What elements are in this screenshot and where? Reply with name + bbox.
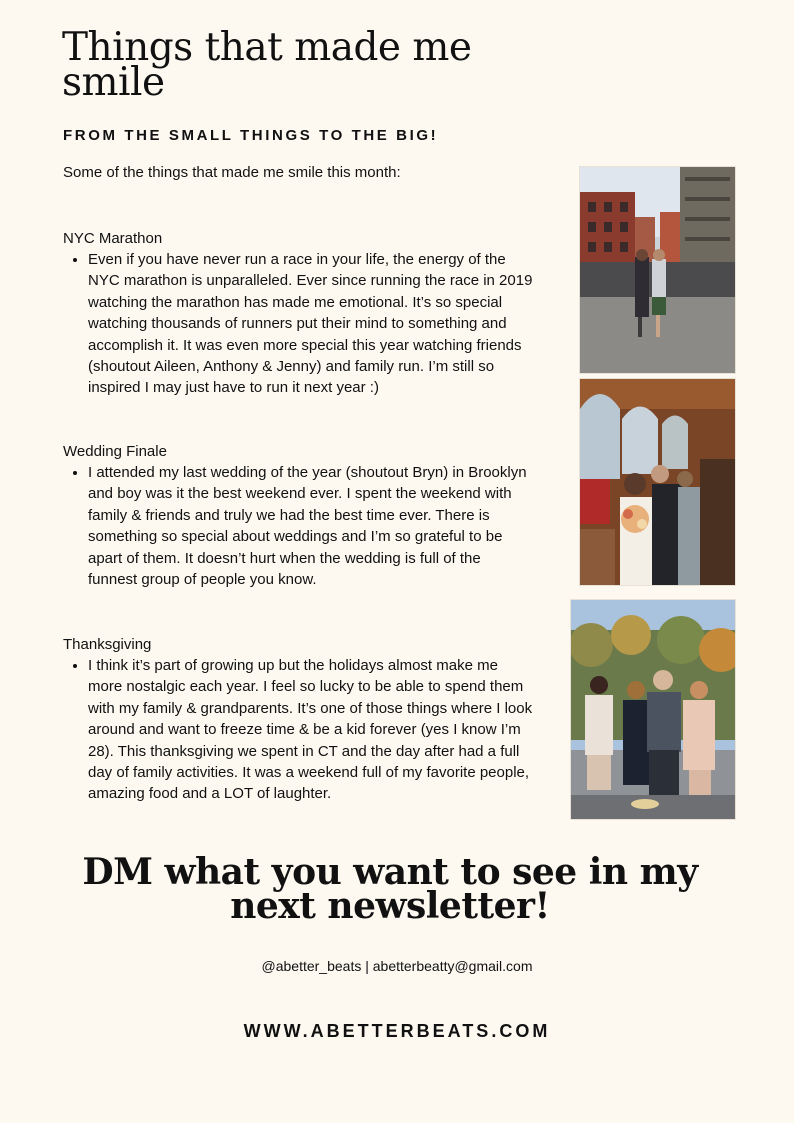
section-bullet: • I think it’s part of growing up but the holidays almost make me more nostalgic each year. I feel so lucky to be able to spend them with my family & grandparents. It’s one of those things where I look around and want to freeze time & be a kid forever (yes I know I’m 28). This thanksgiving we spent in CT and the day after had a full day of family activities. It was a weekend full of my favorite people, amazing food and a LOT of laughter. <box>88 655 533 805</box>
section-list <box>63 655 533 805</box>
wedding-photo <box>579 378 736 586</box>
marathon-photo <box>579 166 736 374</box>
section-thanksgiving <box>63 634 533 805</box>
section-wedding-finale <box>63 441 533 590</box>
section-bullet: • Even if you have never run a race in your life, the energy of the NYC marathon is unparalleled. Ever since running the race in 2019 watching the marathon has made me emotional. It’s so special watching thousands of runners put their mind to something and accomplish it. It was even more special this year watching friends (shoutout Aileen, Anthony & Jenny) and family run. I’m still so inspired I may just have to run it next year :) <box>88 249 533 399</box>
section-list <box>63 462 533 590</box>
intro-text: Some of the things that made me smile this month: <box>63 164 401 181</box>
thanksgiving-photo <box>570 599 736 820</box>
cta-heading: DM what you want to see in my next newsletter! <box>82 851 698 927</box>
page-subtitle: FROM THE SMALL THINGS TO THE BIG! <box>63 127 439 144</box>
section-nyc-marathon <box>63 228 533 399</box>
section-title: NYC Marathon <box>63 230 163 247</box>
website-link[interactable]: WWW.ABETTERBEATS.COM <box>243 1021 551 1041</box>
section-bullet: • I attended my last wedding of the year (shoutout Bryn) in Brooklyn and boy was it the best weekend ever. I spent the weekend with family & friends and truly we had the best time ever. There is something so special about weddings and I’m so grateful to be apart of them. It doesn’t hurt when the wedding is full of the funnest group of people you know. <box>88 462 533 590</box>
section-title: Thanksgiving <box>63 636 152 653</box>
page-title: Things that made me smile <box>62 25 472 105</box>
section-list <box>63 249 533 399</box>
section-title: Wedding Finale <box>63 443 167 460</box>
contact-info: @abetter_beats | abetterbeatty@gmail.com <box>261 958 533 974</box>
